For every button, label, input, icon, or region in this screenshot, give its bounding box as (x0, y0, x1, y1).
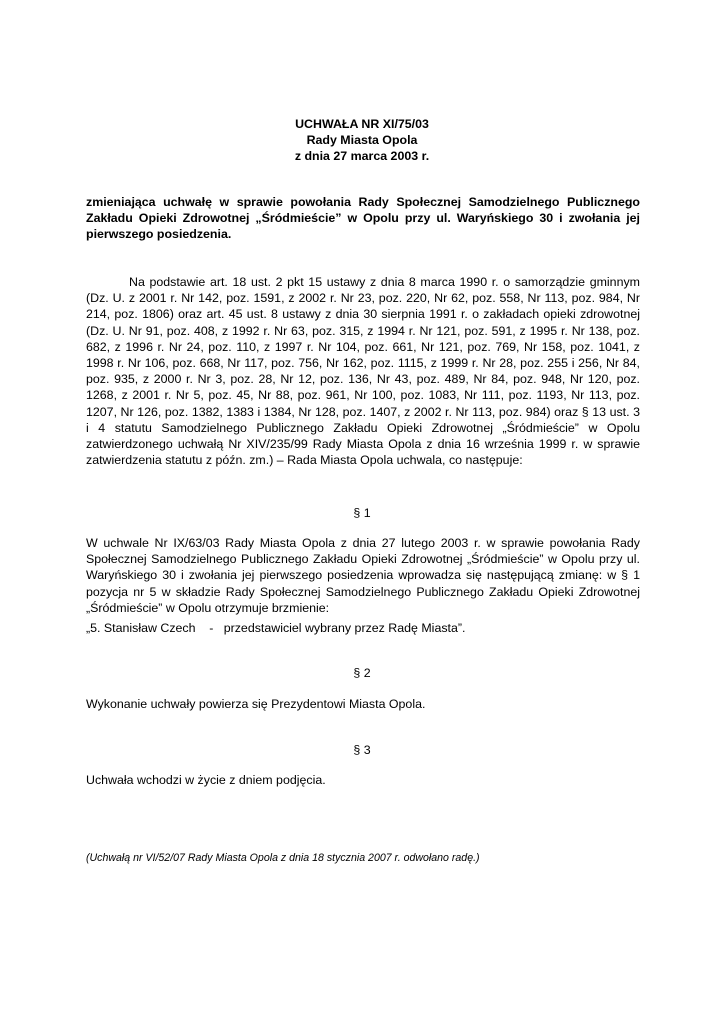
section-2-mark: § 2 (353, 666, 371, 680)
resolution-subject: zmieniająca uchwałę w sprawie powołania Rady Społecznej Samodzielnego Publicznego Zakładu Opieki Zdrowotnej „Śródmieście” w Opolu przy ul. Waryńskiego 30 i zwołania jej pierwszego posiedzenia. (86, 195, 640, 241)
section-1-text: W uchwale Nr IX/63/03 Rady Miasta Opola z dnia 27 lutego 2003 r. w sprawie powołania Rady Społecznej Samodzielnego Publicznego Zakładu Opieki Zdrowotnej „Śródmieście” w Opolu przy ul. Waryńskiego 30 i zwołania jej pierwszego posiedzenia wprowadza się następującą zmianę: w § 1 pozycja nr 5 w składzie Rady Społecznej Samodzielnego Publicznego Zakładu Opieki Zdrowotnej „Śródmieście” w Opolu otrzymuje brzmienie: (86, 536, 640, 615)
resolution-title: UCHWAŁA NR XI/75/03 (295, 117, 429, 131)
section-3-mark: § 3 (353, 743, 371, 757)
section-1-mark: § 1 (353, 506, 371, 520)
section-3-text: Uchwała wchodzi w życie z dniem podjęcia. (86, 773, 326, 787)
legal-basis-paragraph: Na podstawie art. 18 ust. 2 pkt 15 ustawy z dnia 8 marca 1990 r. o samorządzie gminnym (Dz. U. z 2001 r. Nr 142, poz. 1591, z 2002 r. Nr 23, poz. 220, Nr 62, poz. 558, Nr 113, poz. 984, Nr 214, poz. 1806) oraz art. 45 ust. 8 ustawy z dnia 30 sierpnia 1991 r. o zakładach opieki zdrowotnej (Dz. U. Nr 91, poz. 408, z 1992 r. Nr 63, poz. 315, z 1994 r. Nr 121, poz. 591, z 1995 r. Nr 138, poz. 682, z 1996 r. Nr 24, poz. 110, z 1997 r. Nr 104, poz. 661, Nr 121, poz. 769, Nr 158, poz. 1041, z 1998 r. Nr 106, poz. 668, Nr 117, poz. 756, Nr 162, poz. 1115, z 1999 r. Nr 28, poz. 255 i 256, Nr 84, poz. 935, z 2000 r. Nr 3, poz. 28, Nr 12, poz. 136, Nr 43, poz. 489, Nr 84, poz. 948, Nr 120, poz. 1268, z 2001 r. Nr 5, poz. 45, Nr 88, poz. 961, Nr 100, poz. 1083, Nr 111, poz. 1193, Nr 113, poz. 1207, Nr 126, poz. 1382, 1383 i 1384, Nr 128, poz. 1407, z 2002 r. Nr 113, poz. 984) oraz § 13 ust. 3 i 4 statutu Samodzielnego Publicznego Zakładu Opieki Zdrowotnej „Śródmieście” w Opolu zatwierdzonego uchwałą Nr XIV/235/99 Rady Miasta Opola z dnia 16 września 1999 r. w sprawie zatwierdzenia statutu z późn. zm.) – Rada Miasta Opola uchwala, co następuje: (86, 275, 640, 468)
section-2-text: Wykonanie uchwały powierza się Prezydentowi Miasta Opola. (86, 697, 426, 711)
resolution-issuer: Rady Miasta Opola (306, 133, 418, 147)
resolution-date: z dnia 27 marca 2003 r. (294, 149, 430, 163)
resolution-header (86, 116, 638, 164)
repeal-footnote: (Uchwałą nr VI/52/07 Rady Miasta Opola z dnia 18 stycznia 2007 r. odwołano radę.) (86, 852, 480, 864)
section-1-quote: „5. Stanisław Czech - przedstawiciel wybrany przez Radę Miasta”. (86, 621, 466, 635)
